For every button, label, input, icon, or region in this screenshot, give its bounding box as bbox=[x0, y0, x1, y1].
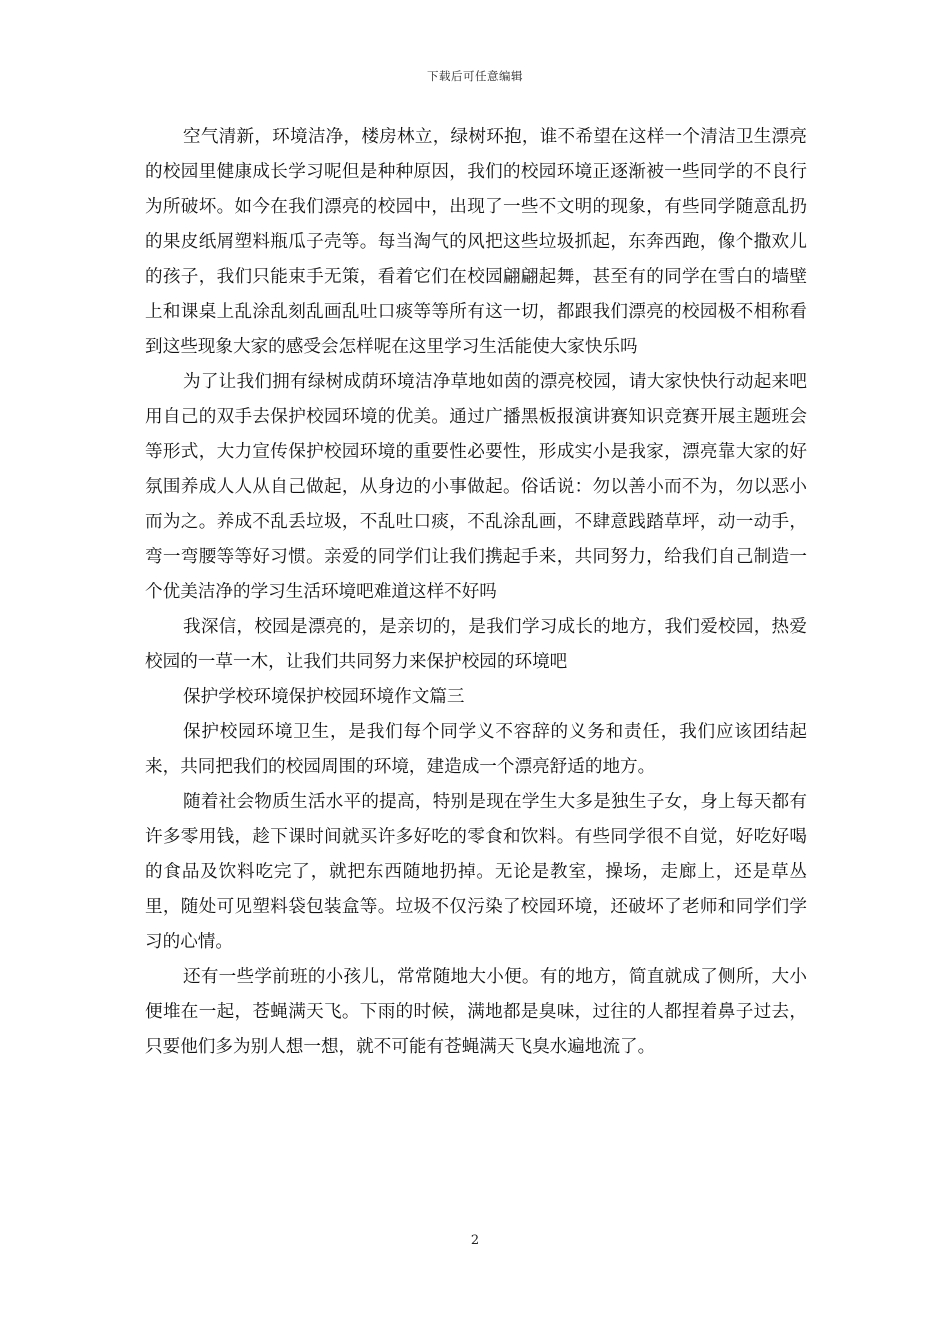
paragraph-6: 还有一些学前班的小孩儿，常常随地大小便。有的地方，简直就成了侧所，大小便堆在一起，苍蝇满天飞。下雨的时候，满地都是臭味，过往的人都捏着鼻子过去，只要他们多为别人想一想，就不可能有苍蝇满天飞臭水遍地流了。 bbox=[145, 967, 807, 1057]
document-body bbox=[145, 120, 807, 1065]
page-number: 2 bbox=[470, 1233, 480, 1248]
paragraph-2: 为了让我们拥有绿树成荫环境洁净草地如茵的漂亮校园，请大家快快行动起来吧用自己的双手去保护校园环境的优美。通过广播黑板报演讲赛知识竞赛开展主题班会等形式，大力宣传保护校园环境的重要性必要性，形成实小是我家，漂亮靠大家的好氛围养成人人从自己做起，从身边的小事做起。俗话说：勿以善小而不为，勿以恶小而为之。养成不乱丢垃圾，不乱吐口痰，不乱涂乱画，不肆意践踏草坪，动一动手，弯一弯腰等等好习惯。亲爱的同学们让我们携起手来，共同努力，给我们自己制造一个优美洁净的学习生活环境吧难道这样不好吗 bbox=[145, 372, 807, 602]
page-header: 下载后可任意编辑 bbox=[427, 69, 523, 83]
paragraph-5: 随着社会物质生活水平的提高，特别是现在学生大多是独生子女，身上每天都有许多零用钱，趁下课时间就买许多好吃的零食和饮料。有些同学很不自觉，好吃好喝的食品及饮料吃完了，就把东西随地扔掉。无论是教室，操场，走廊上，还是草丛里，随处可见塑料袋包装盒等。垃圾不仅污染了校园环境，还破坏了老师和同学们学习的心情。 bbox=[145, 792, 807, 952]
paragraph-1: 空气清新，环境洁净，楼房林立，绿树环抱，谁不希望在这样一个清洁卫生漂亮的校园里健康成长学习呢但是种种原因，我们的校园环境正逐渐被一些同学的不良行为所破坏。如今在我们漂亮的校园中，出现了一些不文明的现象，有些同学随意乱扔的果皮纸屑塑料瓶瓜子壳等。每当淘气的风把这些垃圾抓起，东奔西跑，像个撒欢儿的孩子，我们只能束手无策，看着它们在校园翩翩起舞，甚至有的同学在雪白的墙壁上和课桌上乱涂乱刻乱画乱吐口痰等等所有这一切，都跟我们漂亮的校园极不相称看到这些现象大家的感受会怎样呢在这里学习生活能使大家快乐吗 bbox=[145, 127, 807, 357]
paragraph-3: 我深信，校园是漂亮的，是亲切的，是我们学习成长的地方，我们爱校园，热爱校园的一草一木，让我们共同努力来保护校园的环境吧 bbox=[145, 617, 807, 672]
paragraph-4: 保护校园环境卫生，是我们每个同学义不容辞的义务和责任，我们应该团结起来，共同把我们的校园周围的环境，建造成一个漂亮舒适的地方。 bbox=[145, 722, 807, 777]
section-heading: 保护学校环境保护校园环境作文篇三 bbox=[183, 687, 465, 707]
